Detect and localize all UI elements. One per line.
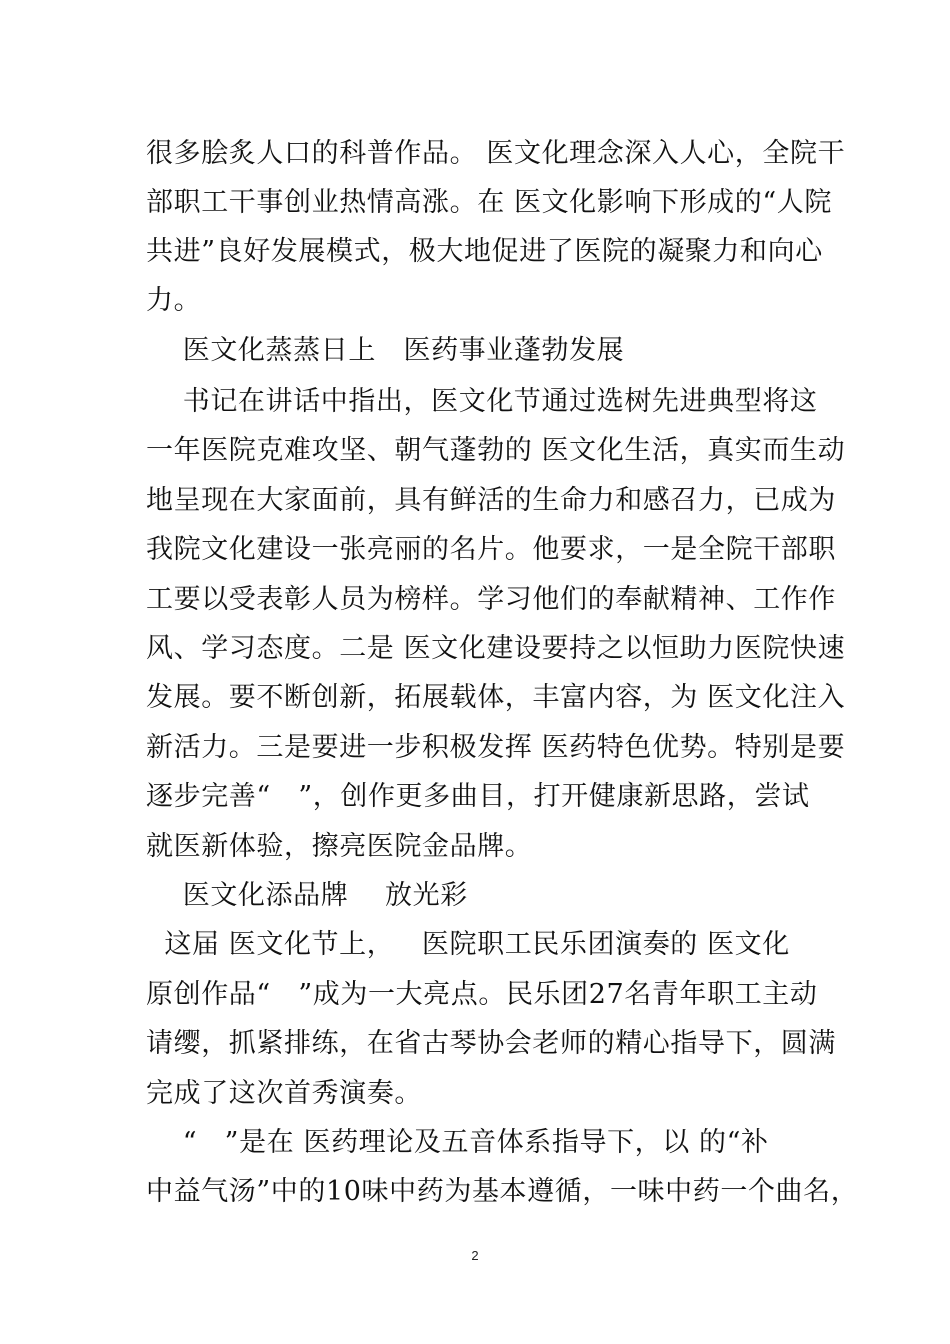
section-heading: 医文化蒸蒸日上 医药事业蓬勃发展 [146, 335, 625, 366]
section-heading: 医文化添品牌 放光彩 [146, 880, 468, 911]
text-line: 部职工干事创业热情高涨。在 医文化影响下形成的“人院 [146, 187, 832, 218]
text-line: 中益气汤”中的10味中药为基本遵循，一味中药一个曲名， [146, 1176, 859, 1207]
text-line: 原创作品“ ”成为一大亮点。民乐团27名青年职工主动 [146, 979, 818, 1010]
text-line: 地呈现在大家面前，具有鲜活的生命力和感召力，已成为 [146, 485, 836, 516]
text-line: 就医新体验，擦亮医院金品牌。 [146, 831, 533, 862]
text-line: 逐步完善“ ”，创作更多曲目，打开健康新思路，尝试 [146, 781, 810, 812]
text-line: 共进”良好发展模式，极大地促进了医院的凝聚力和向心 [146, 236, 823, 267]
text-line: 很多脍炙人口的科普作品。 医文化理念深入人心，全院干 [146, 138, 846, 169]
text-line: 新活力。三是要进一步积极发挥 医药特色优势。特别是要 [146, 732, 846, 763]
text-line: 我院文化建设一张亮丽的名片。他要求，一是全院干部职 [146, 534, 836, 565]
text-line: 完成了这次首秀演奏。 [146, 1078, 422, 1109]
text-line: 书记在讲话中指出，医文化节通过选树先进典型将这 [146, 386, 818, 417]
text-line: 工要以受表彰人员为榜样。学习他们的奉献精神、工作作 [146, 584, 836, 615]
page-number: 2 [471, 1248, 479, 1263]
text-line: 力。 [146, 285, 202, 316]
text-line: 这届 医文化节上， 医院职工民乐团演奏的 医文化 [146, 929, 790, 960]
text-line: 风、学习态度。二是 医文化建设要持之以恒助力医院快速 [146, 633, 846, 664]
text-line: 发展。要不断创新，拓展载体，丰富内容，为 医文化注入 [146, 682, 846, 713]
text-line: 一年医院克难攻坚、朝气蓬勃的 医文化生活，真实而生动 [146, 435, 846, 466]
text-line: 请缨，抓紧排练，在省古琴协会老师的精心指导下，圆满 [146, 1028, 836, 1059]
text-line: “ ”是在 医药理论及五音体系指导下，以 的“补 [146, 1127, 769, 1158]
